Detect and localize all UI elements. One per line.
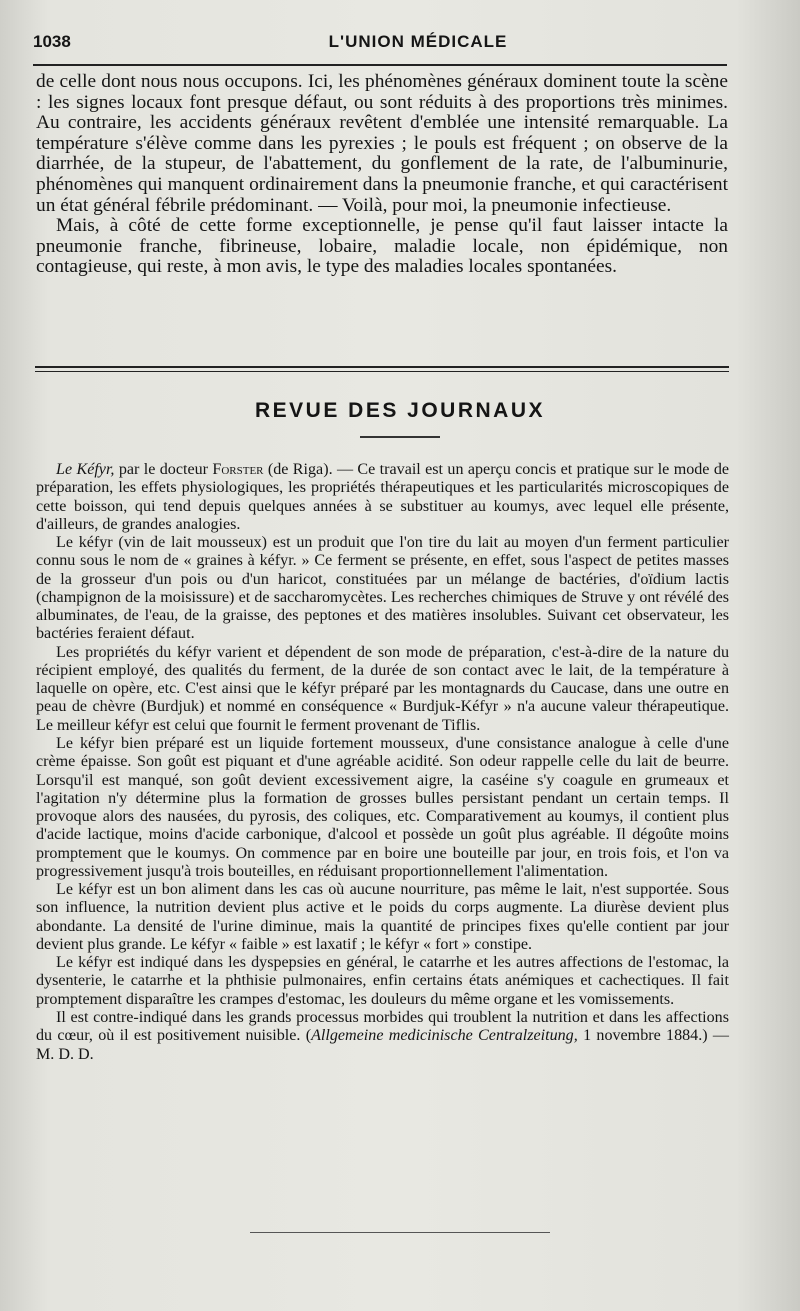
continuation-text <box>36 72 728 278</box>
article-intro <box>36 461 729 534</box>
intro-text: — Ce travail est un aperçu concis et pratique sur le mode de préparation, les effets physiologiques, les propriétés thérapeutiques et les particularités microscopiques de cette boisson, qui tend depuis quelques années à se substituer au koumys, avec lequel elle présente, d'ailleurs, de grandes analogies. <box>36 461 730 533</box>
section-title-rule <box>360 436 440 438</box>
bottom-rule <box>250 1232 550 1233</box>
article-author: Forster <box>212 461 264 478</box>
paragraph-7-text: Il est contre-indiqué dans les grands processus morbides qui troublent la nutrition et dans les affections du cœur, où il est positivement nuisible. ( <box>36 1008 729 1045</box>
byline-suffix: (de Riga). <box>267 461 333 478</box>
article-paragraph-6: Le kéfyr est indiqué dans les dyspepsies en général, le catarrhe et les autres affections de l'estomac, la dysenterie, le catarrhe et la phthisie pulmonaires, enfin certains états anémiques et cachectiques. Il fait promptement disparaître les crampes d'estomac, les douleurs du même organe et les vomissements. <box>36 954 729 1008</box>
page-header <box>33 30 733 56</box>
article-paragraph-2: Le kéfyr (vin de lait mousseux) est un produit que l'on tire du lait au moyen d'un ferment particulier connu sous le nom de « graines à kéfyr. » Ce ferment se présente, en effet, sous l'aspect de petites masses de la grosseur d'un pois ou d'un haricot, constituées par un mélange de bactéries, d'oïdium lactis (champignon de la moisissure) et de saccharomycètes. Les recherches chimiques de Struve y ont révélé des albuminates, de l'eau, de la graisse, des peptones et des matières insolubles. Suivant cet observateur, les bactéries feraient défaut. <box>36 534 729 643</box>
article-paragraph-5: Le kéfyr est un bon aliment dans les cas où aucune nourriture, pas même le lait, n'est supportée. Sous son influence, la nutrition devient plus active et le poids du corps augmente. La diurèse devient plus abondante. La densité de l'urine diminue, mais la quantité de principes fixes qu'elle contient par jour devient plus grande. Le kéfyr « faible » est laxatif ; le kéfyr « fort » constipe. <box>36 881 729 953</box>
header-rule <box>33 64 727 66</box>
page-number: 1038 <box>33 32 71 51</box>
section-divider <box>35 366 729 372</box>
article-body <box>36 461 729 1064</box>
continuation-paragraph-2: Mais, à côté de cette forme exceptionnelle, je pense qu'il faut laisser intacte la pneumonie franche, fibrineuse, lobaire, maladie locale, non épidémique, non contagieuse, qui reste, à mon avis, le type des maladies locales spontanées. <box>36 215 728 278</box>
byline-prefix: par le docteur <box>118 461 209 478</box>
citation-journal: Allgemeine medicinische Centralzeitung, <box>311 1027 578 1045</box>
article-paragraph-3: Les propriétés du kéfyr varient et dépendent de son mode de préparation, c'est-à-dire de la nature du récipient employé, des qualités du ferment, de la durée de son contact avec le lait, de la température à laquelle on opère, etc. C'est ainsi que le kéfyr préparé par les montagnards du Caucase, dans une outre en peau de chèvre (Burdjuk) et nommé en conséquence « Burdjuk-Kéfyr » n'a aucune valeur thérapeutique. Le meilleur kéfyr est celui que fournit le ferment provenant de Tiflis. <box>36 643 729 734</box>
article-paragraph-4: Le kéfyr bien préparé est un liquide fortement mousseux, d'une consistance analogue à celle d'une crème épaisse. Son goût est piquant et d'une agréable acidité. Son odeur rappelle celle du lait de beurre. Lorsqu'il est manqué, son goût devient excessivement aigre, la caséine s'y coagule en grumeaux et l'agitation n'y détermine plus la formation de grosses bulles persistant pendant un certain temps. Il provoque alors des nausées, du pyrosis, des coliques, etc. Comparativement au koumys, il contient plus d'acide lactique, moins d'acide carbonique, d'alcool et possède un goût plus agréable. Il dégoûte moins promptement que le koumys. On commence par en boire une bouteille par jour, en trois fois, et l'on va progressivement jusqu'à trois bouteilles, en réduisant proportionnellement l'alimentation. <box>36 734 729 880</box>
article-paragraph-7 <box>36 1009 729 1064</box>
section-title: REVUE DES JOURNAUX <box>254 399 546 422</box>
citation-end: 1 novembre 1884.) — M. D. D. <box>36 1027 729 1063</box>
continuation-paragraph-1: de celle dont nous nous occupons. Ici, les phénomènes généraux dominent toute la scène : les signes locaux font presque défaut, ou sont réduits à des proportions très minimes. Au contraire, les accidents généraux revêtent d'emblée une intensité remarquable. La température s'élève comme dans les pyrexies ; le pouls est fréquent ; on observe de la diarrhée, de la stupeur, de l'abattement, du gonflement de la rate, de l'albuminurie, phénomènes qui manquent ordinairement dans la pneumonie franche, et qui caractérisent un état général fébrile prédominant. — Voilà, pour moi, la pneumonie infectieuse. <box>36 71 728 216</box>
article-title: Le Kéfyr, <box>56 461 115 478</box>
running-title: L'UNION MÉDICALE <box>328 32 508 51</box>
